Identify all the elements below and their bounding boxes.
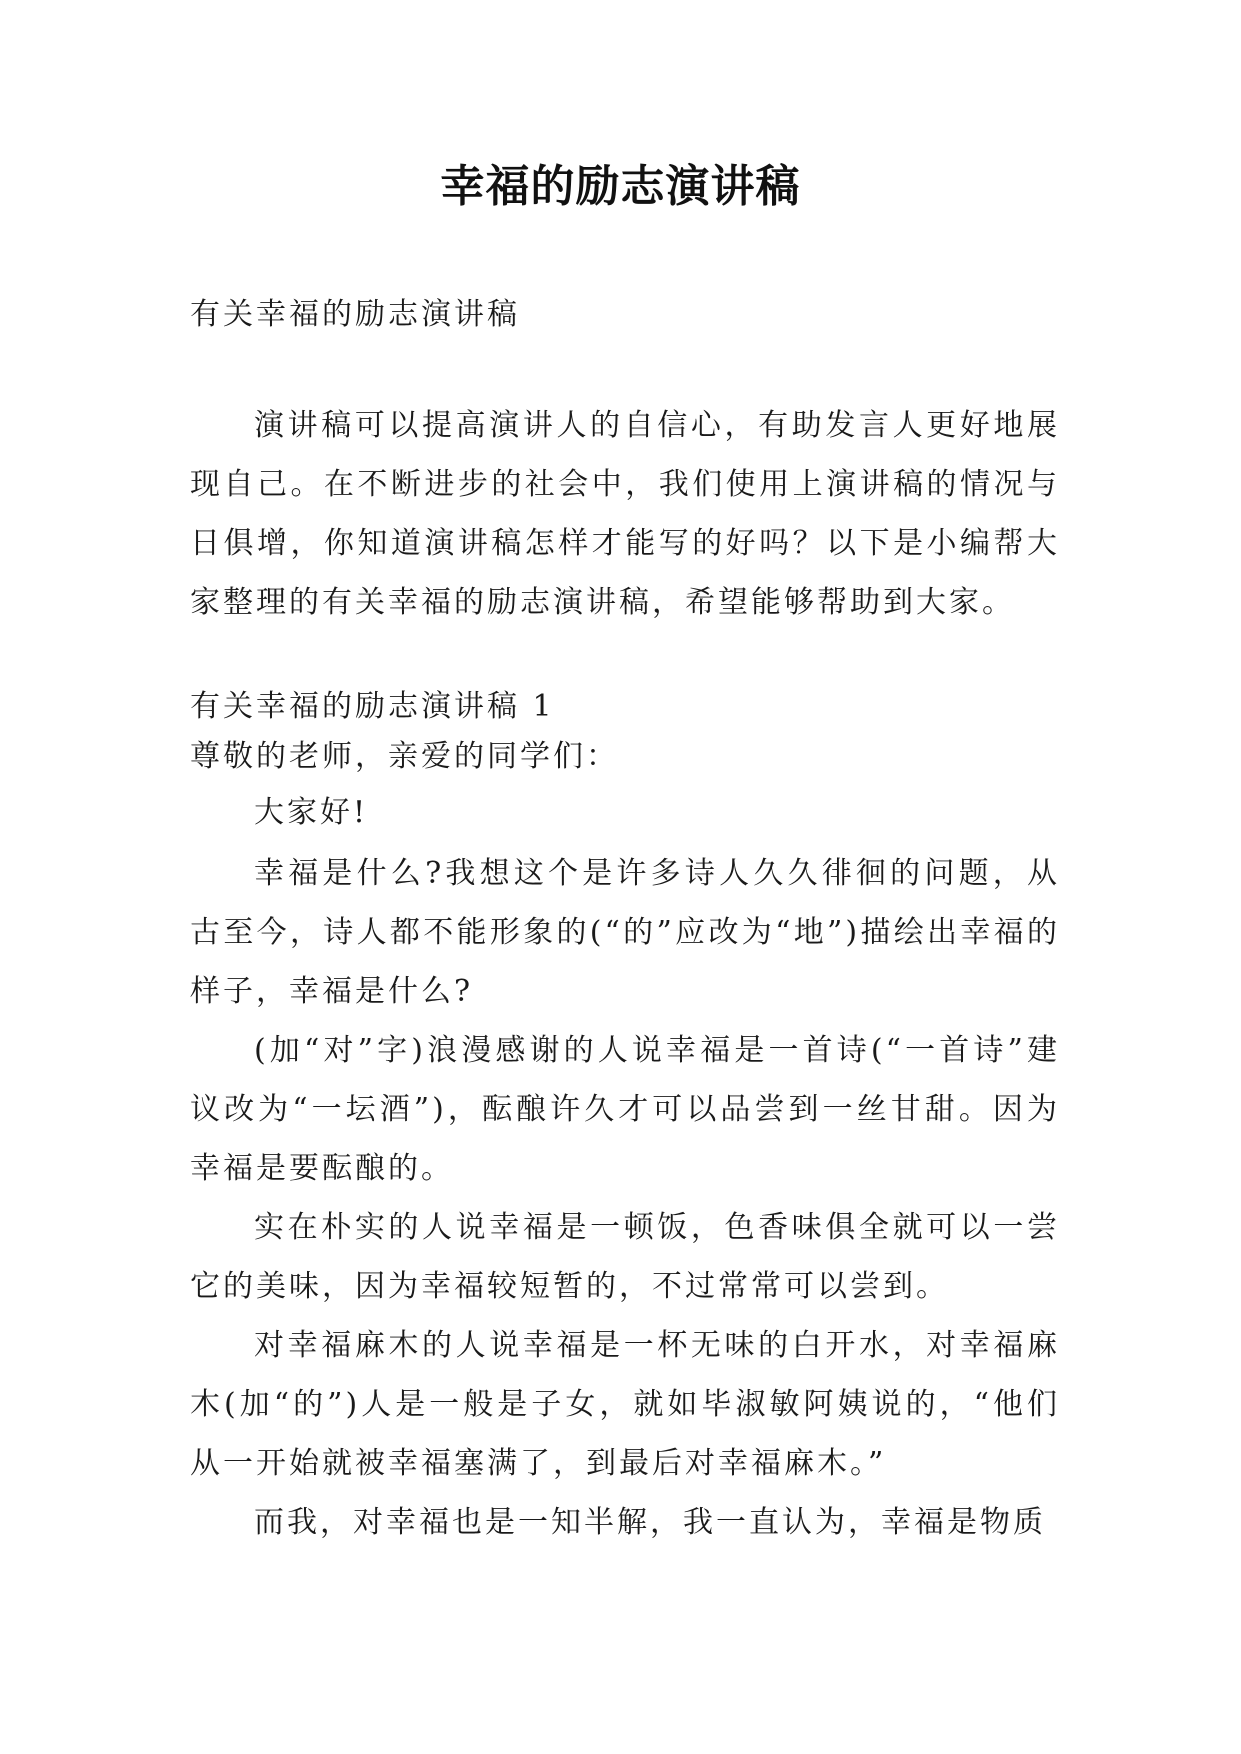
greeting: 大家好!: [254, 795, 369, 830]
document-subtitle: 有关幸福的励志演讲稿: [190, 297, 520, 332]
body-paragraph: 而我，对幸福也是一知半解，我一直认为，幸福是物质: [254, 1505, 1046, 1540]
section-title: 有关幸福的励志演讲稿 1: [190, 689, 555, 724]
body-paragraph: 幸福是什么?我想这个是许多诗人久久徘徊的问题，从古至今，诗人都不能形象的(“的”应改为“地”)描绘出幸福的样子，幸福是什么?: [190, 856, 1060, 1009]
body-paragraph: (加“对”字)浪漫感谢的人说幸福是一首诗(“一首诗”建议改为“一坛酒”)，酝酿许久才可以品尝到一丝甘甜。因为幸福是要酝酿的。: [190, 1033, 1060, 1186]
body-paragraph: 实在朴实的人说幸福是一顿饭，色香味俱全就可以一尝它的美味，因为幸福较短暂的，不过常常可以尝到。: [190, 1210, 1060, 1304]
document-title: 幸福的励志演讲稿: [440, 161, 801, 212]
salutation: 尊敬的老师，亲爱的同学们：: [190, 739, 619, 774]
body-paragraph: 对幸福麻木的人说幸福是一杯无味的白开水，对幸福麻木(加“的”)人是一般是子女，就如毕淑敏阿姨说的，“他们从一开始就被幸福塞满了，到最后对幸福麻木。”: [190, 1328, 1060, 1481]
intro-paragraph: 演讲稿可以提高演讲人的自信心，有助发言人更好地展现自己。在不断进步的社会中，我们使用上演讲稿的情况与日俱增，你知道演讲稿怎样才能写的好吗？以下是小编帮大家整理的有关幸福的励志演讲稿，希望能够帮助到大家。: [190, 408, 1060, 620]
document-body: [190, 290, 1060, 1552]
